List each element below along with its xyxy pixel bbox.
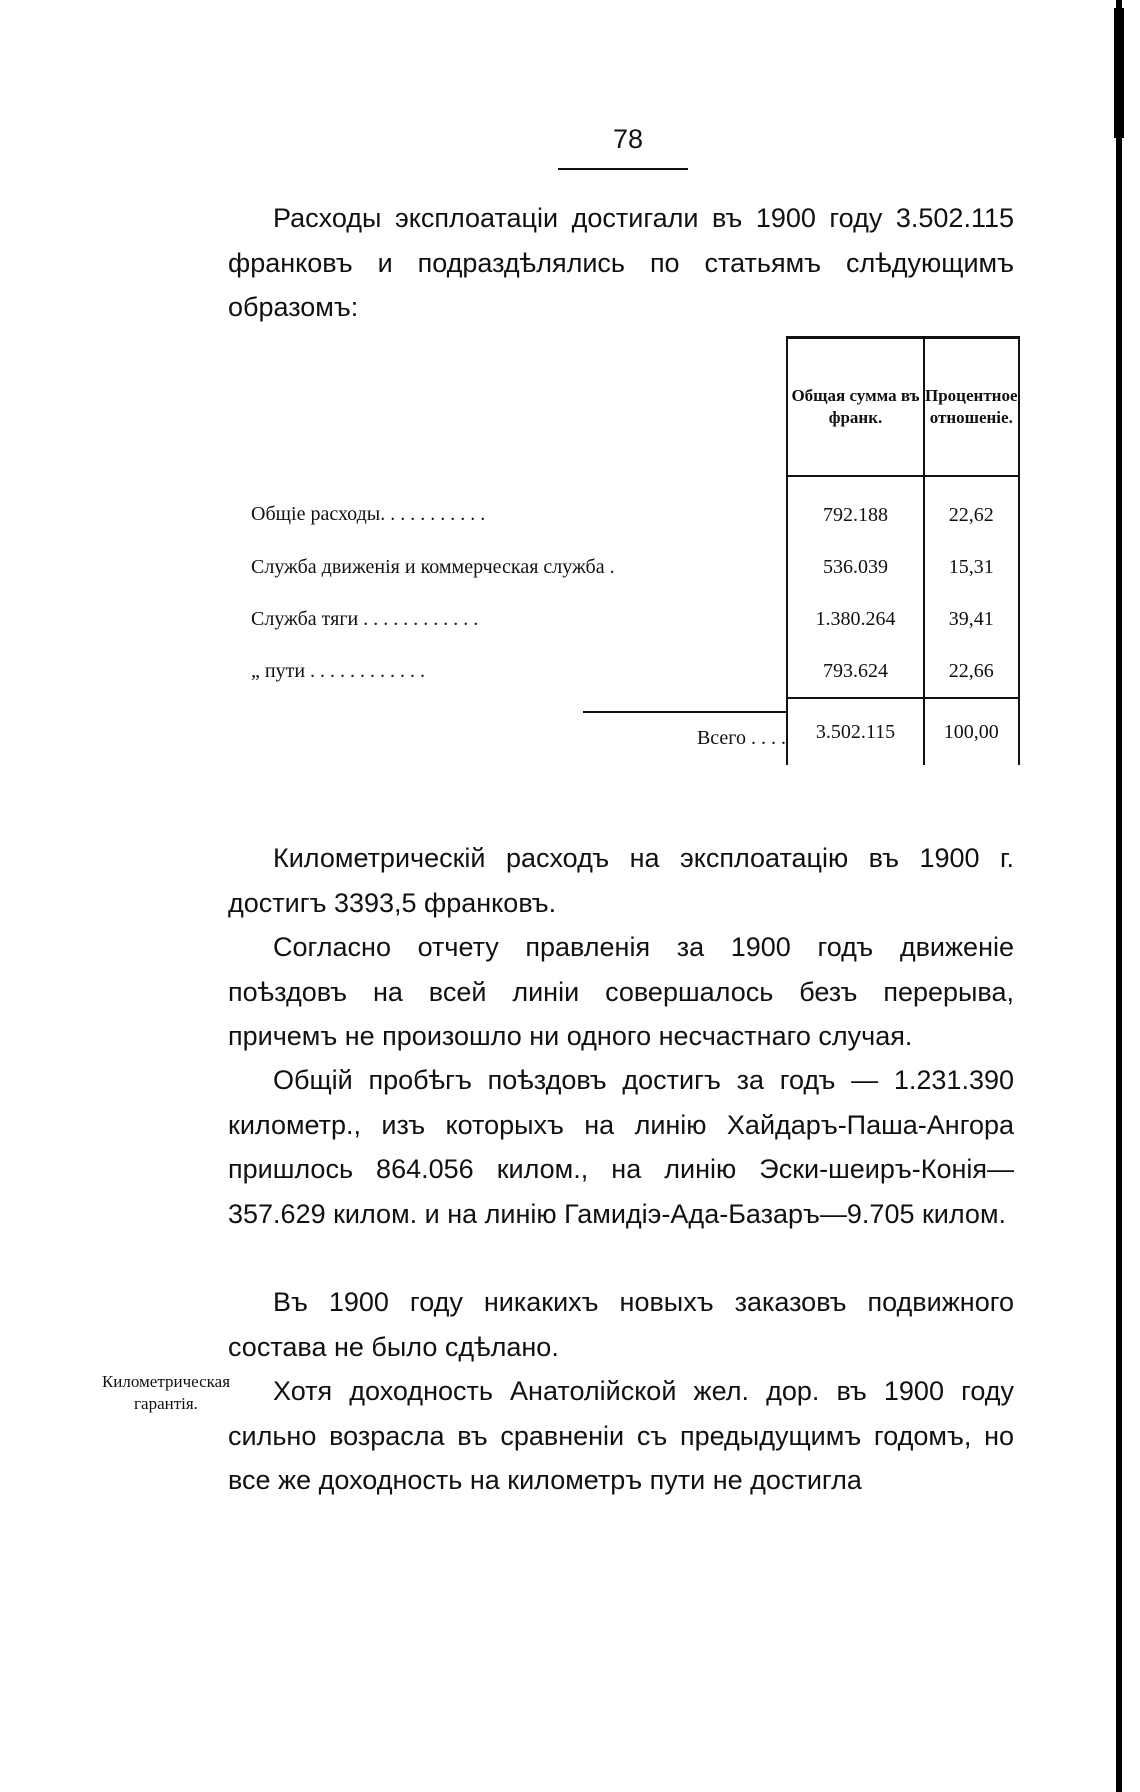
table-row <box>251 476 1019 541</box>
scan-edge <box>1116 0 1122 1792</box>
paragraph-km-cost: Километрическій расходъ на эксплоатацію въ 1900 г. достигъ 3393,5 франковъ. <box>228 843 1014 918</box>
margin-note: Километрическая гарантія. <box>101 1372 231 1413</box>
row-sum: 1.380.264 <box>787 593 924 645</box>
row-percent: 15,31 <box>924 541 1019 593</box>
row-sum: 792.188 <box>787 476 924 541</box>
row-label: Служба тяги . . . . . . . . . . . . <box>251 607 479 630</box>
row-percent: 22,62 <box>924 476 1019 541</box>
row-label: „ пути . . . . . . . . . . . . <box>251 660 426 682</box>
paragraph-orders: Въ 1900 году никакихъ новыхъ заказовъ подвижного состава не было сдѣлано. <box>228 1287 1014 1362</box>
table-row <box>251 645 1019 698</box>
paragraph-mileage: Общій пробѣгъ поѣздовъ достигъ за годъ — 1.231.390 километр., изъ которыхъ на линію Хайдаръ-Паша-Ангора пришлось 864.056 килом., на линію Эски-шеиръ-Конія—357.629 килом. и на линію Гамидіэ-Ада-Базаръ—9.705 килом. <box>228 1065 1014 1229</box>
col-percent-header: Процентное отношеніе. <box>924 338 1019 477</box>
paragraph-revenue: Хотя доходность Анатолійской жел. дор. въ 1900 году сильно возрасла въ сравненіи съ предыдущимъ годомъ, но все же доходность на километръ пути не достигла <box>228 1376 1014 1495</box>
table-row <box>251 593 1019 645</box>
row-label: Служба движенія и коммерческая служба . <box>251 555 615 578</box>
row-label: Общіе расходы. . . . . . . . . . . <box>251 503 486 525</box>
page-number-rule <box>558 168 688 170</box>
row-sum: 793.624 <box>787 645 924 698</box>
row-percent: 22,66 <box>924 645 1019 698</box>
table-total-row <box>251 698 1019 765</box>
table-row <box>251 541 1019 593</box>
col-total-header: Общая сумма въ франк. <box>787 338 924 477</box>
total-label: Всего . . . . <box>583 711 786 750</box>
row-percent: 39,41 <box>924 593 1019 645</box>
expenses-table <box>251 336 1020 765</box>
table-header-row <box>251 338 1019 477</box>
row-sum: 536.039 <box>787 541 924 593</box>
total-sum: 3.502.115 <box>787 698 924 765</box>
intro-paragraph: Расходы эксплоатаціи достигали въ 1900 году 3.502.115 франковъ и подраздѣлялись по статьямъ слѣдующимъ образомъ: <box>228 203 1014 322</box>
paragraph-traffic: Согласно отчету правленія за 1900 годъ движеніе поѣздовъ на всей линіи совершалось безъ перерыва, причемъ не произошло ни одного несчастнаго случая. <box>228 932 1014 1051</box>
page-number: 78 <box>612 124 644 154</box>
total-percent: 100,00 <box>924 698 1019 765</box>
